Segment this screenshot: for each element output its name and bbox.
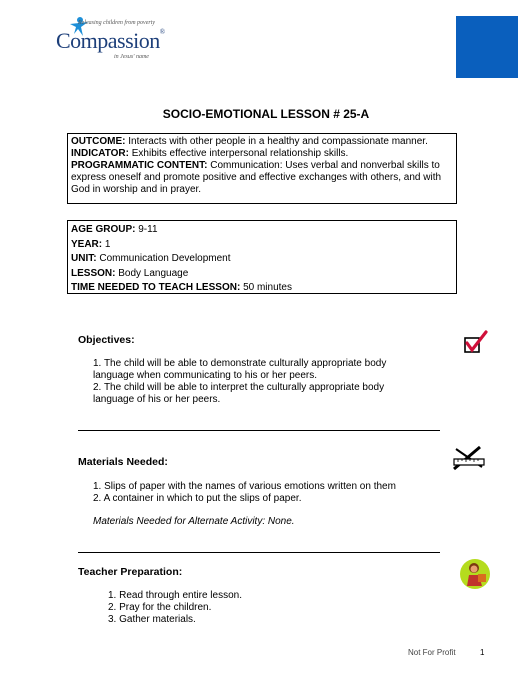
not-for-profit-label: Not For Profit — [408, 648, 456, 657]
list-item: 1. Read through entire lesson. — [108, 590, 242, 601]
checkbox-check-icon — [462, 330, 488, 356]
section-divider — [78, 430, 440, 431]
logo-name: Compassion® — [56, 28, 165, 53]
unit-line: UNIT: Communication Development — [71, 253, 231, 264]
year-line: YEAR: 1 — [71, 238, 111, 250]
logo-subline: in Jesus' name — [114, 54, 149, 60]
list-item: 2. A container in which to put the slips of paper. — [93, 493, 302, 504]
alternate-materials: Materials Needed for Alternate Activity: None. — [93, 516, 295, 527]
teacher-icon — [458, 558, 492, 590]
programmatic-line: PROGRAMMATIC CONTENT: Communication: Uses verbal and nonverbal skills to express oneself and promote positive and effective exchanges with others, and with God in worship and in prayer. — [71, 160, 442, 195]
page-title: SOCIO-EMOTIONAL LESSON # 25-A — [162, 107, 370, 121]
preparation-list — [108, 590, 408, 626]
materials-heading: Materials Needed: — [78, 456, 168, 468]
preparation-heading: Teacher Preparation: — [78, 566, 183, 578]
materials-list — [93, 481, 433, 505]
blue-corner-block — [456, 16, 518, 78]
age-group-line: AGE GROUP: 9-11 — [71, 224, 158, 235]
indicator-line: INDICATOR: Exhibits effective interpersonal relationship skills. — [71, 148, 349, 159]
pencil-ruler-icon — [452, 443, 486, 471]
list-item: 2. Pray for the children. — [108, 602, 212, 613]
page-number: 1 — [480, 648, 485, 657]
objectives-heading: Objectives: — [78, 334, 135, 346]
section-divider — [78, 552, 440, 553]
compassion-logo — [56, 20, 176, 66]
outcome-line: OUTCOME: Interacts with other people in a healthy and compassionate manner. — [71, 136, 428, 147]
list-item: 2. The child will be able to interpret the culturally appropriate body language of his or her peers. — [93, 382, 385, 405]
objectives-list — [93, 358, 423, 406]
list-item: 1. The child will be able to demonstrate culturally appropriate body language when communicating to his or her peers. — [93, 358, 387, 381]
lesson-info-box — [67, 220, 457, 294]
list-item: 3. Gather materials. — [108, 614, 196, 625]
outcome-box — [67, 133, 457, 204]
logo-tagline: Releasing children from poverty — [78, 20, 156, 26]
list-item: 1. Slips of paper with the names of various emotions written on them — [93, 481, 396, 492]
lesson-line: LESSON: Body Language — [71, 267, 189, 279]
time-line: TIME NEEDED TO TEACH LESSON: 50 minutes — [71, 282, 292, 293]
